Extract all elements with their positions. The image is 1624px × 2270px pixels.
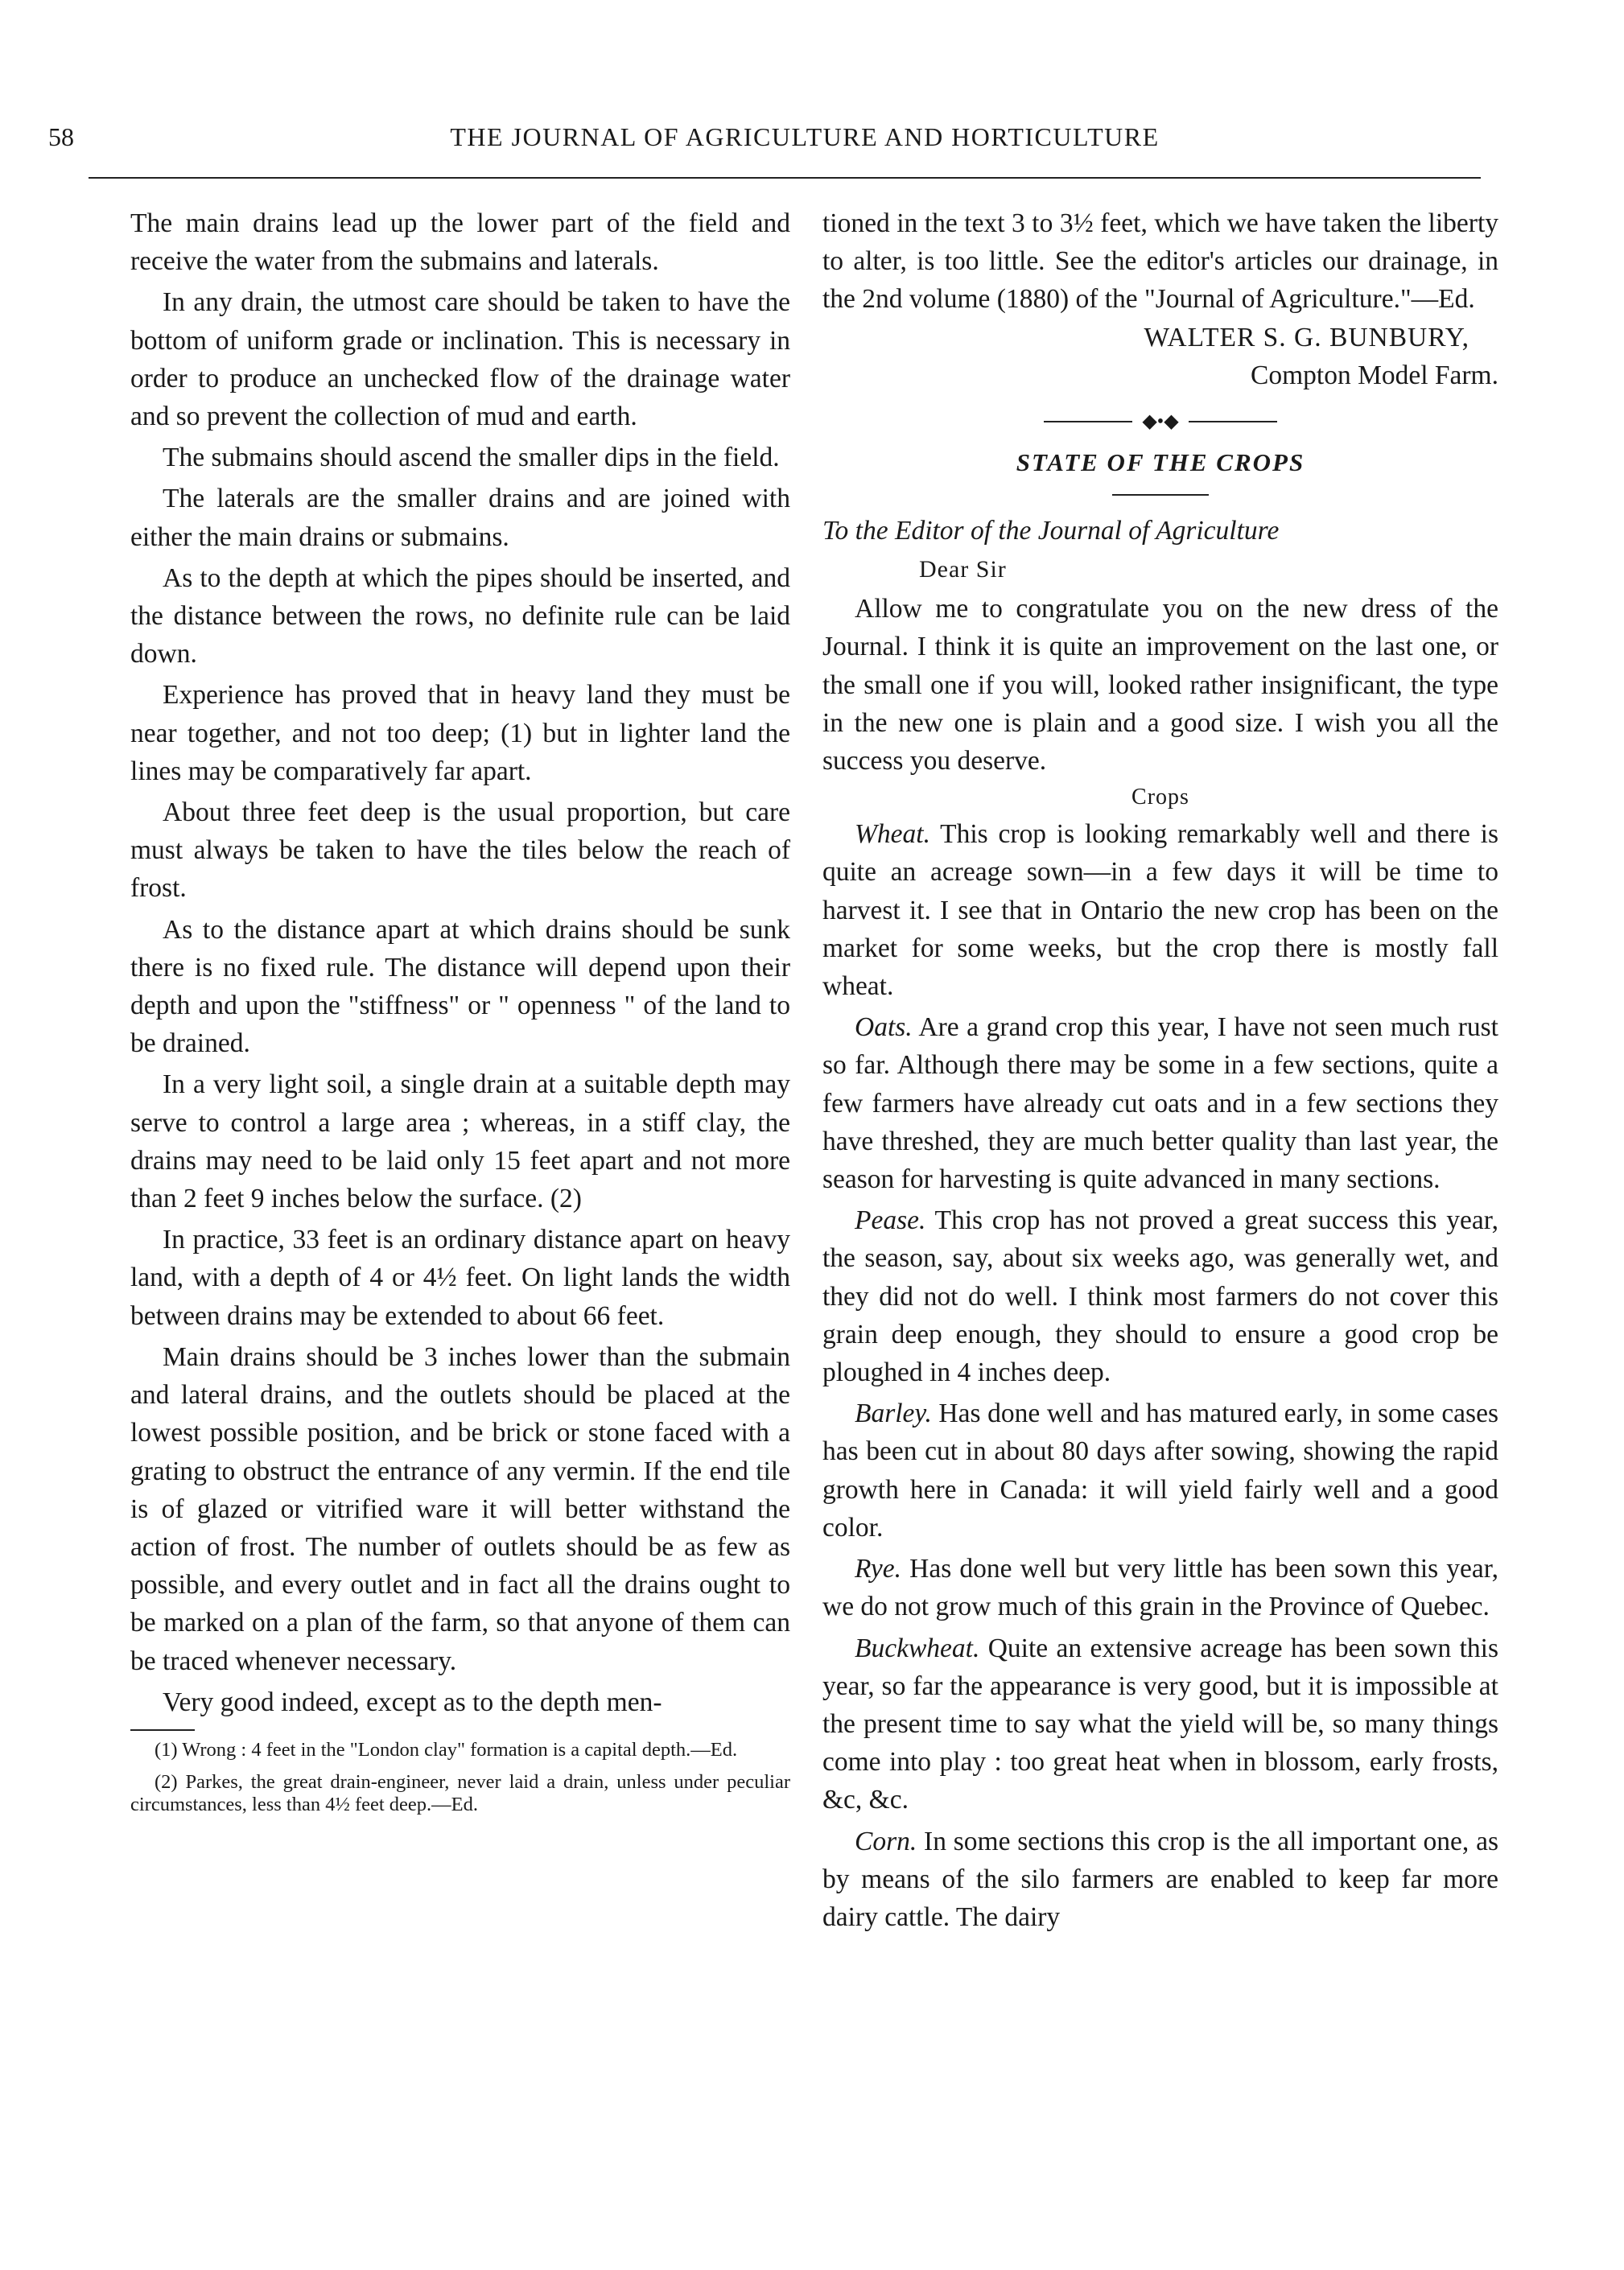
- crop-name: Corn.: [855, 1826, 917, 1856]
- signature-place: Compton Model Farm.: [1250, 360, 1498, 390]
- title-rule: [1112, 494, 1209, 496]
- ornament-line-left: [1044, 421, 1132, 422]
- crops-subheading: Crops: [1131, 785, 1189, 810]
- crop-name: Rye.: [855, 1554, 901, 1584]
- crop-name: Barley.: [855, 1399, 932, 1429]
- crop-paragraph: [822, 815, 1498, 1005]
- letter-addressee: To the Editor of the Journal of Agriculture: [822, 516, 1280, 546]
- crop-text: This crop has not proved a great success this year, the season, say, about six weeks ago, was generally wet, and they did not do well. I think most farmers do not cover this grain deep enough, they should to ensure a good crop be ploughed in 4 inches deep.: [822, 1205, 1498, 1388]
- crop-paragraph: [822, 1201, 1498, 1391]
- letter-salutation: Dear Sir: [919, 556, 1007, 583]
- ornament-glyph: ◆•◆: [1142, 411, 1179, 433]
- crop-text: Quite an extensive acreage has been sown this year, so far the appearance is very good, but it is impossible at the present time to say what the yield will be, so many things come into play : too great heat when in blossom, early frosts, &c, &c.: [822, 1633, 1498, 1815]
- page-header: [48, 122, 1561, 158]
- crop-paragraph: [822, 1823, 1498, 1937]
- paragraph: In a very light soil, a single drain at a suitable depth may serve to control a large area ; whereas, in a stiff clay, the drains may need to be laid only 15 feet apart and not more than 2 feet 9 inches below the surface. (2): [130, 1069, 790, 1214]
- crop-name: Wheat.: [855, 819, 930, 850]
- right-column: [822, 204, 1498, 1936]
- left-column: [130, 204, 790, 1816]
- footnote-1: (1) Wrong : 4 feet in the "London clay" formation is a capital depth.—Ed.: [155, 1738, 738, 1761]
- crop-text: This crop is looking remarkably well and there is quite an acreage sown—in a few days it will be time to harvest it. I see that in Ontario the new crop has been on the market for some weeks, but the crop there is mostly fall wheat.: [822, 819, 1498, 1002]
- running-title: THE JOURNAL OF AGRICULTURE AND HORTICULTURE: [450, 122, 1160, 151]
- footnote-2: (2) Parkes, the great drain-engineer, never laid a drain, unless under peculiar circumstances, less than 4½ feet deep.—Ed.: [130, 1770, 790, 1815]
- crop-name: Pease.: [855, 1205, 926, 1236]
- crop-text: Has done well but very little has been sown this year, we do not grow much of this grain in the Province of Quebec.: [822, 1554, 1498, 1622]
- paragraph: As to the distance apart at which drains should be sunk there is no fixed rule. The distance will depend upon their depth and upon the "stiffness" or " openness " of the land to be drained.: [130, 914, 790, 1059]
- footnote-rule: [130, 1729, 195, 1731]
- paragraph: As to the depth at which the pipes should be inserted, and the distance between the rows, no definite rule can be laid down.: [130, 562, 790, 669]
- crop-paragraph: [822, 1629, 1498, 1819]
- section-ornament: [1044, 412, 1277, 431]
- page-number: 58: [48, 122, 74, 151]
- paragraph: In any drain, the utmost care should be taken to have the bottom of uniform grade or inclination. This is necessary in order to produce an unchecked flow of the drainage water and so prevent the collection of mud and earth.: [130, 287, 790, 432]
- ornament-line-right: [1189, 421, 1277, 422]
- crop-name: Buckwheat.: [855, 1633, 980, 1663]
- crop-text: Are a grand crop this year, I have not seen much rust so far. Although there may be some in a few sections, quite a few farmers have already cut oats and in a few sections they have threshed, they are much better quality than last year, the season for harvesting is quite advanced in many sections.: [822, 1012, 1498, 1195]
- signature-name: WALTER S. G. BUNBURY,: [1144, 322, 1469, 352]
- paragraph: The main drains lead up the lower part of the field and receive the water from the submains and laterals.: [130, 208, 790, 277]
- crop-text: In some sections this crop is the all important one, as by means of the silo farmers are enabled to keep far more dairy cattle. The dairy: [822, 1826, 1498, 1932]
- crop-name: Oats.: [855, 1012, 913, 1043]
- paragraph: About three feet deep is the usual proportion, but care must always be taken to have the tiles below the reach of frost.: [130, 797, 790, 904]
- paragraph: In practice, 33 feet is an ordinary distance apart on heavy land, with a depth of 4 or 4½ feet. On light lands the width between drains may be extended to about 66 feet.: [130, 1225, 790, 1331]
- paragraph: Experience has proved that in heavy land they must be near together, and not too deep; (1) but in lighter land the lines may be comparatively far apart.: [130, 680, 790, 786]
- paragraph: The laterals are the smaller drains and are joined with either the main drains or submains.: [130, 484, 790, 552]
- section-title: STATE OF THE CROPS: [1016, 448, 1305, 477]
- paragraph: The submains should ascend the smaller dips in the field.: [163, 443, 780, 473]
- crop-text: Has done well and has matured early, in some cases has been cut in about 80 days after sowing, showing the rapid growth here in Canada: it will yield fairly well and a good color.: [822, 1399, 1498, 1543]
- continuation-paragraph: tioned in the text 3 to 3½ feet, which we have taken the liberty to alter, is too little. See the editor's articles our drainage, in the 2nd volume (1880) of the "Journal of Agriculture."—Ed.: [822, 208, 1498, 315]
- intro-paragraph: Allow me to congratulate you on the new dress of the Journal. I think it is quite an improvement on the last one, or the small one if you will, looked rather insignificant, the type in the new one is plain and a good size. I wish you all the success you deserve.: [822, 594, 1498, 777]
- paragraph: Main drains should be 3 inches lower than the submain and lateral drains, and the outlets should be placed at the lowest possible position, and be brick or stone faced with a grating to obstruct the entrance of any vermin. If the end tile is of glazed or vitrified ware it will better withstand the action of frost. The number of outlets should be as few as possible, and every outlet and in fact all the drains ought to be marked on a plan of the farm, so that anyone of them can be traced whenever necessary.: [130, 1341, 790, 1676]
- crop-paragraph: [822, 1008, 1498, 1198]
- header-rule: [89, 177, 1481, 179]
- signature: [822, 319, 1498, 394]
- crop-paragraph: [822, 1395, 1498, 1547]
- crop-paragraph: [822, 1550, 1498, 1625]
- paragraph: Very good indeed, except as to the depth men-: [163, 1687, 662, 1717]
